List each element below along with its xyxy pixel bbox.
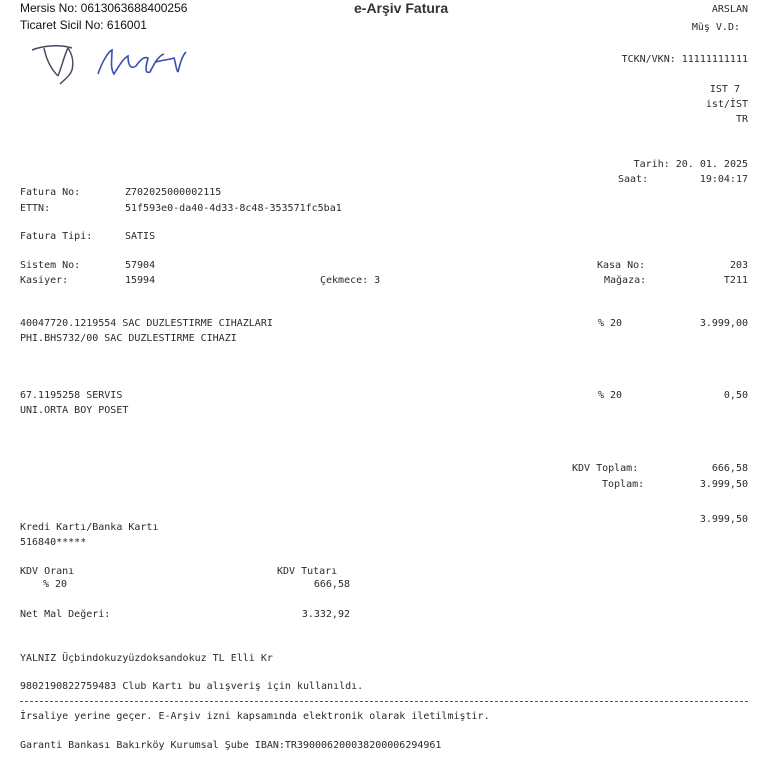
vat-total-label: KDV Toplam:	[572, 463, 639, 474]
trade-registry-number: Ticaret Sicil No: 616001	[20, 18, 147, 32]
cashier-id: 15994	[125, 275, 156, 286]
vat-amount-header: KDV Tutarı	[277, 566, 338, 577]
item-1-vat-rate: % 20	[598, 318, 623, 329]
ettn-label: ETTN:	[20, 203, 51, 214]
item-2-line-1: 67.1195258 SERVIS	[20, 390, 123, 401]
invoice-date: Tarih: 20. 01. 2025	[633, 159, 748, 170]
store-code: T211	[723, 275, 748, 286]
cashier-label: Kasiyer:	[20, 275, 69, 286]
tax-office-label: Müş V.D:	[691, 22, 740, 33]
vat-rate-header: KDV Oranı	[20, 566, 75, 577]
item-1-amount: 3.999,00	[699, 318, 748, 329]
item-2-amount: 0,50	[723, 390, 748, 401]
invoice-type-label: Fatura Tipi:	[20, 231, 93, 242]
document-title: e-Arşiv Fatura	[354, 0, 449, 16]
item-1-line-2: PHI.BHS732/00 SAC DUZLESTIRME CIHAZI	[20, 333, 237, 344]
time-label: Saat:	[618, 174, 649, 185]
system-number-label: Sistem No:	[20, 260, 81, 271]
amount-in-words: YALNIZ Üçbindokuzyüzdoksandokuz TL Elli Kr	[20, 653, 273, 664]
address-country: TR	[735, 114, 748, 125]
address-line-1: IST 7	[709, 84, 740, 95]
tax-id: TCKN/VKN: 11111111111	[621, 54, 748, 65]
invoice-number-label: Fatura No:	[20, 187, 81, 198]
e-archive-notice: İrsaliye yerine geçer. E-Arşiv izni kapsamında elektronik olarak iletilmiştir.	[20, 711, 490, 722]
item-1-line-1: 40047720.1219554 SAC DUZLESTIRME CIHAZLARI	[20, 318, 273, 329]
vat-total: 666,58	[711, 463, 748, 474]
vat-amount-value: 666,58	[313, 579, 350, 590]
seller-name: ARSLAN	[711, 4, 748, 15]
paid-amount: 3.999,50	[699, 514, 748, 525]
invoice-type: SATIS	[125, 231, 156, 242]
card-number-masked: 516840*****	[20, 537, 87, 548]
grand-total-label: Toplam:	[602, 479, 645, 490]
signature-mark-2	[94, 44, 194, 80]
ettn-value: 51f593e0-da40-4d33-8c48-353571fc5ba1	[125, 203, 342, 214]
net-value-label: Net Mal Değeri:	[20, 609, 111, 620]
vat-rate-value: % 20	[43, 579, 68, 590]
drawer-number: Çekmece: 3	[320, 275, 381, 286]
bank-iban: Garanti Bankası Bakırköy Kurumsal Şube IBAN:TR390006200038200006294961	[20, 740, 442, 751]
register-label: Kasa No:	[597, 260, 646, 271]
net-value: 3.332,92	[301, 609, 350, 620]
item-2-line-2: UNI.ORTA BOY POSET	[20, 405, 129, 416]
item-2-vat-rate: % 20	[598, 390, 623, 401]
invoice-number: Z702025000002115	[125, 187, 222, 198]
mersis-number: Mersis No: 0613063688400256	[20, 1, 188, 15]
store-label: Mağaza:	[604, 275, 647, 286]
system-number: 57904	[125, 260, 156, 271]
club-card-note: 9802190822759483 Club Kartı bu alışveriş için kullanıldı.	[20, 681, 364, 692]
signature-mark-1	[28, 40, 88, 86]
address-line-2: ist/İST	[705, 99, 748, 110]
grand-total: 3.999,50	[699, 479, 748, 490]
invoice-time: 19:04:17	[699, 174, 748, 185]
register-number: 203	[729, 260, 748, 271]
dashed-divider	[20, 701, 748, 702]
payment-method: Kredi Kartı/Banka Kartı	[20, 522, 159, 533]
